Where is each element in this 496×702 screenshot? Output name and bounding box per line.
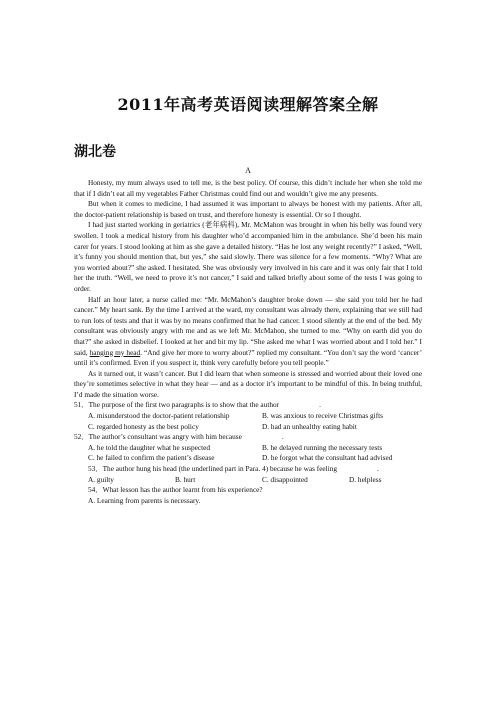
document-title: 2011年高考英语阅读理解答案全解 bbox=[117, 95, 379, 114]
stem-end: . bbox=[377, 464, 379, 474]
option-a: A. Learning from parents is necessary. bbox=[88, 495, 201, 505]
passage-body bbox=[74, 178, 422, 506]
question-53 bbox=[74, 464, 422, 485]
section-heading: 湖北卷 bbox=[74, 144, 116, 160]
paragraph-2: But when it comes to medicine, I had assumed it was important to always be honest with my patients. After all, the doctor-patient relationship is based on trust, and therefore honesty is essential. Or so I thought. bbox=[74, 199, 422, 219]
option-c: C. regarded honesty as the best policy bbox=[88, 421, 199, 431]
question-52 bbox=[74, 432, 422, 464]
option-d: D. helpless bbox=[349, 474, 382, 484]
question-54 bbox=[74, 485, 422, 506]
paragraph-5: As it turned out, it wasn’t cancer. But I did learn that when someone is stressed and worried about their loved one they’re sometimes selective in what they hear — and as a doctor it’s important to be mindful of this. In being truthful, I’d made the situation worse. bbox=[74, 368, 422, 399]
passage-label: A bbox=[245, 166, 251, 175]
option-c: C. disappointed bbox=[262, 474, 308, 484]
option-a: A. misunderstood the doctor-patient relationship bbox=[88, 411, 230, 421]
question-51 bbox=[74, 400, 422, 432]
option-c: C. he failed to confirm the patient’s disease bbox=[88, 453, 215, 463]
paragraph-3: I had just started working in geriatrics (老年病科), Mr. McMahon was brought in when his belly was found very swollen. I took a medical history from his daughter who’d accompanied him in the ambulance. She’d been his main carer for years. I stood looking at him as she gave a detailed history. “Has he lost any weight recently?” I asked, “Well, it’s funny you should mention that, but yes,” she said slowly. There was silence for a few moments. “Why? What are you worried about?” she asked. I hesitated. She was obviously very involved in his care and it was only fair that I told her the truth. “Well, we need to prove it’s not cancer,” I said and talked briefly about some of the tests I was going to order. bbox=[74, 220, 422, 293]
option-a: A. guilty bbox=[88, 474, 114, 484]
option-b: B. hurt bbox=[175, 474, 196, 484]
question-stem: 53．The author hung his head (the underlined part in Para. 4) because he was feeling bbox=[88, 464, 338, 474]
question-stem: 54．What lesson has the author learnt from his experience? bbox=[88, 485, 263, 495]
question-stem: 52．The author’s consultant was angry with him because bbox=[74, 432, 242, 442]
option-b: B. he delayed running the necessary tests bbox=[262, 442, 383, 452]
option-d: D. he forgot what the consultant had advised bbox=[262, 453, 393, 463]
stem-end: . bbox=[281, 432, 284, 442]
option-a: A. he told the daughter what he suspected bbox=[88, 442, 210, 452]
paragraph-4-text: Half an hour later, a nurse called me: “Mr. McMahon’s daughter broke down — she said you told her he had cancer.” My heart sank. By the time I arrived at the ward, my consultant was already there, explaining that we still had to run lots of tests and that it was by no means confirmed that he had cancer. I stood silently at the end of the bed. My consultant was obviously angry with me and as we left Mr. McMahon, she turned to me. “Why on earth did you do that?” she asked in disbelief. I looked at her and bit my lip. “She asked me what I was worried about and I told her.” I said, bbox=[74, 294, 422, 357]
option-b: B. was anxious to receive Christmas gifts bbox=[262, 411, 383, 421]
stem-end: . bbox=[319, 400, 321, 410]
paragraph-1: Honesty, my mum always used to tell me, is the best policy. Of course, this didn’t include her when she told me that if I didn’t eat all my vegetables Father Christmas could find out and wouldn’t give me any presents. bbox=[74, 178, 422, 198]
option-d: D. had an unhealthy eating habit bbox=[262, 421, 357, 431]
paragraph-4-tail: . “And give her more to worry about?” replied my consultant. “You don’t say the word ‘cancer’ until it’s confirmed. Even if you suspect it, think very carefully before you tell people.” bbox=[74, 347, 422, 368]
question-stem: 51．The purpose of the first two paragraphs is to show that the author bbox=[74, 400, 280, 410]
underlined-phrase: hanging my head bbox=[89, 347, 141, 357]
paragraph-4 bbox=[74, 295, 422, 369]
